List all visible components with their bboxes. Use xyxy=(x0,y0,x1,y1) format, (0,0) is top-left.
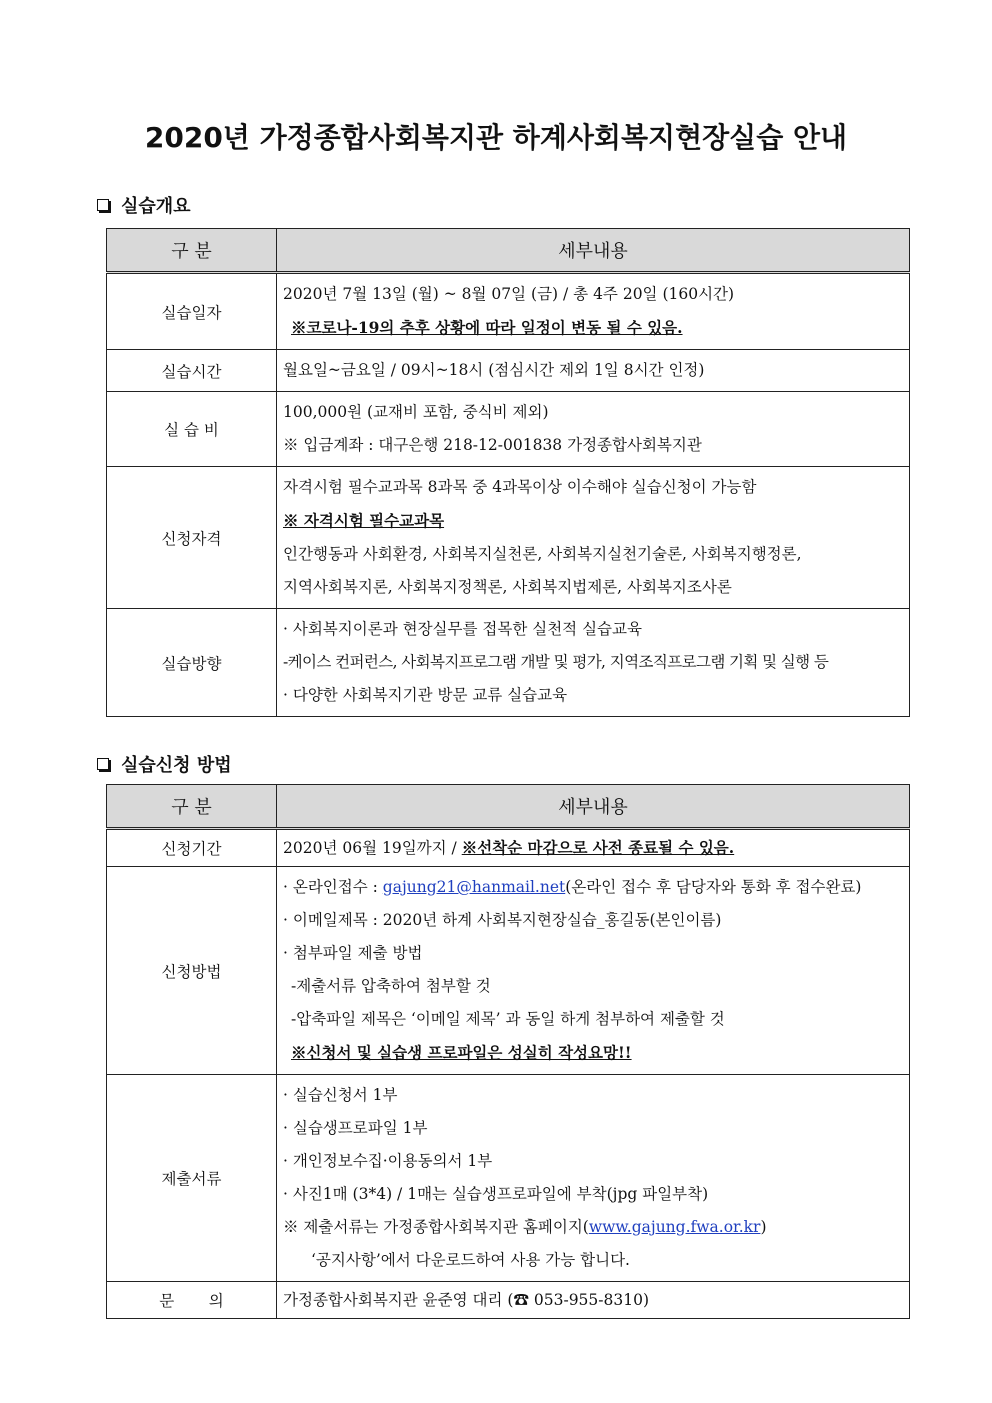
row-label-date: 실습일자 xyxy=(107,273,277,350)
docs-line: ‘공지사항’에서 다운로드하여 사용 가능 합니다. xyxy=(311,1251,630,1269)
col-header-details: 세부내용 xyxy=(277,785,910,829)
page-title: 2020년 가정종합사회복지관 하계사회복지현장실습 안내 xyxy=(144,121,848,154)
row-label-fee: 실 습 비 xyxy=(107,392,277,467)
direction-line: · 사회복지이론과 현장실무를 접목한 실천적 실습교육 xyxy=(283,620,642,638)
overview-table xyxy=(106,228,910,717)
section-heading-overview xyxy=(97,192,191,218)
row-label-method: 신청방법 xyxy=(107,867,277,1075)
docs-line: · 실습신청서 1부 xyxy=(283,1086,398,1104)
table-row xyxy=(107,273,910,350)
date-note: ※코로나-19의 추후 상황에 따라 일정이 변동 될 수 있음. xyxy=(291,318,683,337)
table-row xyxy=(107,609,910,717)
docs-line: · 개인정보수집·이용동의서 1부 xyxy=(283,1152,493,1170)
row-content-docs xyxy=(277,1075,910,1282)
row-content-period xyxy=(277,829,910,867)
row-label-period: 신청기간 xyxy=(107,829,277,867)
table-row xyxy=(107,392,910,467)
period-note: ※선착순 마감으로 사전 종료될 수 있음. xyxy=(461,838,735,857)
row-content-direction xyxy=(277,609,910,717)
qual-courses-line1: 인간행동과 사회환경, 사회복지실천론, 사회복지실천기술론, 사회복지행정론, xyxy=(283,545,802,563)
homepage-link[interactable]: www.gajung.fwa.or.kr xyxy=(588,1218,761,1236)
qual-line: 자격시험 필수교과목 8과목 중 4과목이상 이수해야 실습신청이 가능함 xyxy=(283,478,757,496)
period-text: 2020년 06월 19일까지 / xyxy=(283,839,462,857)
row-content-time: 월요일~금요일 / 09시~18시 (점심시간 제외 1일 8시간 인정) xyxy=(277,350,910,392)
row-content-fee xyxy=(277,392,910,467)
table-row xyxy=(107,867,910,1075)
direction-line: · 다양한 사회복지기관 방문 교류 실습교육 xyxy=(283,686,568,704)
table-header-row xyxy=(107,229,910,273)
row-label-docs: 제출서류 xyxy=(107,1075,277,1282)
date-line: 2020년 7월 13일 (월) ~ 8월 07일 (금) / 총 4주 20일 (160시간) xyxy=(283,285,735,303)
table-row xyxy=(107,1282,910,1319)
table-row xyxy=(107,829,910,867)
table-row xyxy=(107,350,910,392)
fee-line: 100,000원 (교재비 포함, 중식비 제외) xyxy=(283,403,549,421)
table-row xyxy=(107,1075,910,1282)
col-header-category: 구 분 xyxy=(107,229,277,273)
section-heading-application xyxy=(97,751,232,777)
email-link[interactable]: gajung21@hanmail.net xyxy=(382,878,566,896)
method-line: -압축파일 제목은 ‘이메일 제목’ 과 동일 하게 첨부하여 제출할 것 xyxy=(291,1010,725,1028)
section-heading-label: 실습신청 방법 xyxy=(121,755,232,776)
application-table xyxy=(106,784,910,1319)
docs-line: · 사진1매 (3*4) / 1매는 실습생프로파일에 부착(jpg 파일부착) xyxy=(283,1185,709,1203)
row-content-method xyxy=(277,867,910,1075)
qual-courses-line2: 지역사회복지론, 사회복지정책론, 사회복지법제론, 사회복지조사론 xyxy=(283,578,732,596)
row-label-qualification: 신청자격 xyxy=(107,467,277,609)
docs-line: · 실습생프로파일 1부 xyxy=(283,1119,428,1137)
online-suffix: (온라인 접수 후 담당자와 통화 후 접수완료) xyxy=(565,878,862,896)
qual-subheading: ※ 자격시험 필수교과목 xyxy=(283,511,445,530)
online-prefix: · 온라인접수 : xyxy=(283,878,383,896)
row-label-contact: 문 의 xyxy=(107,1282,277,1319)
col-header-details: 세부내용 xyxy=(277,229,910,273)
col-header-category: 구 분 xyxy=(107,785,277,829)
method-note: ※신청서 및 실습생 프로파일은 성실히 작성요망!! xyxy=(291,1043,632,1062)
method-line: · 이메일제목 : 2020년 하계 사회복지현장실습_홍길동(본인이름) xyxy=(283,911,722,929)
checkbox-square-icon xyxy=(97,758,109,770)
table-header-row xyxy=(107,785,910,829)
docs-homepage-prefix: ※ 제출서류는 가정종합사회복지관 홈페이지( xyxy=(283,1218,589,1236)
row-label-time: 실습시간 xyxy=(107,350,277,392)
method-line: · 첨부파일 제출 방법 xyxy=(283,944,423,962)
direction-line: -케이스 컨퍼런스, 사회복지프로그램 개발 및 평가, 지역조직프로그램 기획 및 실행 등 xyxy=(283,653,829,671)
section-heading-label: 실습개요 xyxy=(121,196,191,217)
row-content-contact: 가정종합사회복지관 윤준영 대리 (☎ 053-955-8310) xyxy=(277,1282,910,1319)
row-content-qualification xyxy=(277,467,910,609)
docs-homepage-suffix: ) xyxy=(760,1218,767,1236)
method-line: -제출서류 압축하여 첨부할 것 xyxy=(291,977,491,995)
table-row xyxy=(107,467,910,609)
row-label-direction: 실습방향 xyxy=(107,609,277,717)
checkbox-square-icon xyxy=(97,199,109,211)
row-content-date xyxy=(277,273,910,350)
fee-account: ※ 입금계좌 : 대구은행 218-12-001838 가정종합사회복지관 xyxy=(283,436,702,454)
